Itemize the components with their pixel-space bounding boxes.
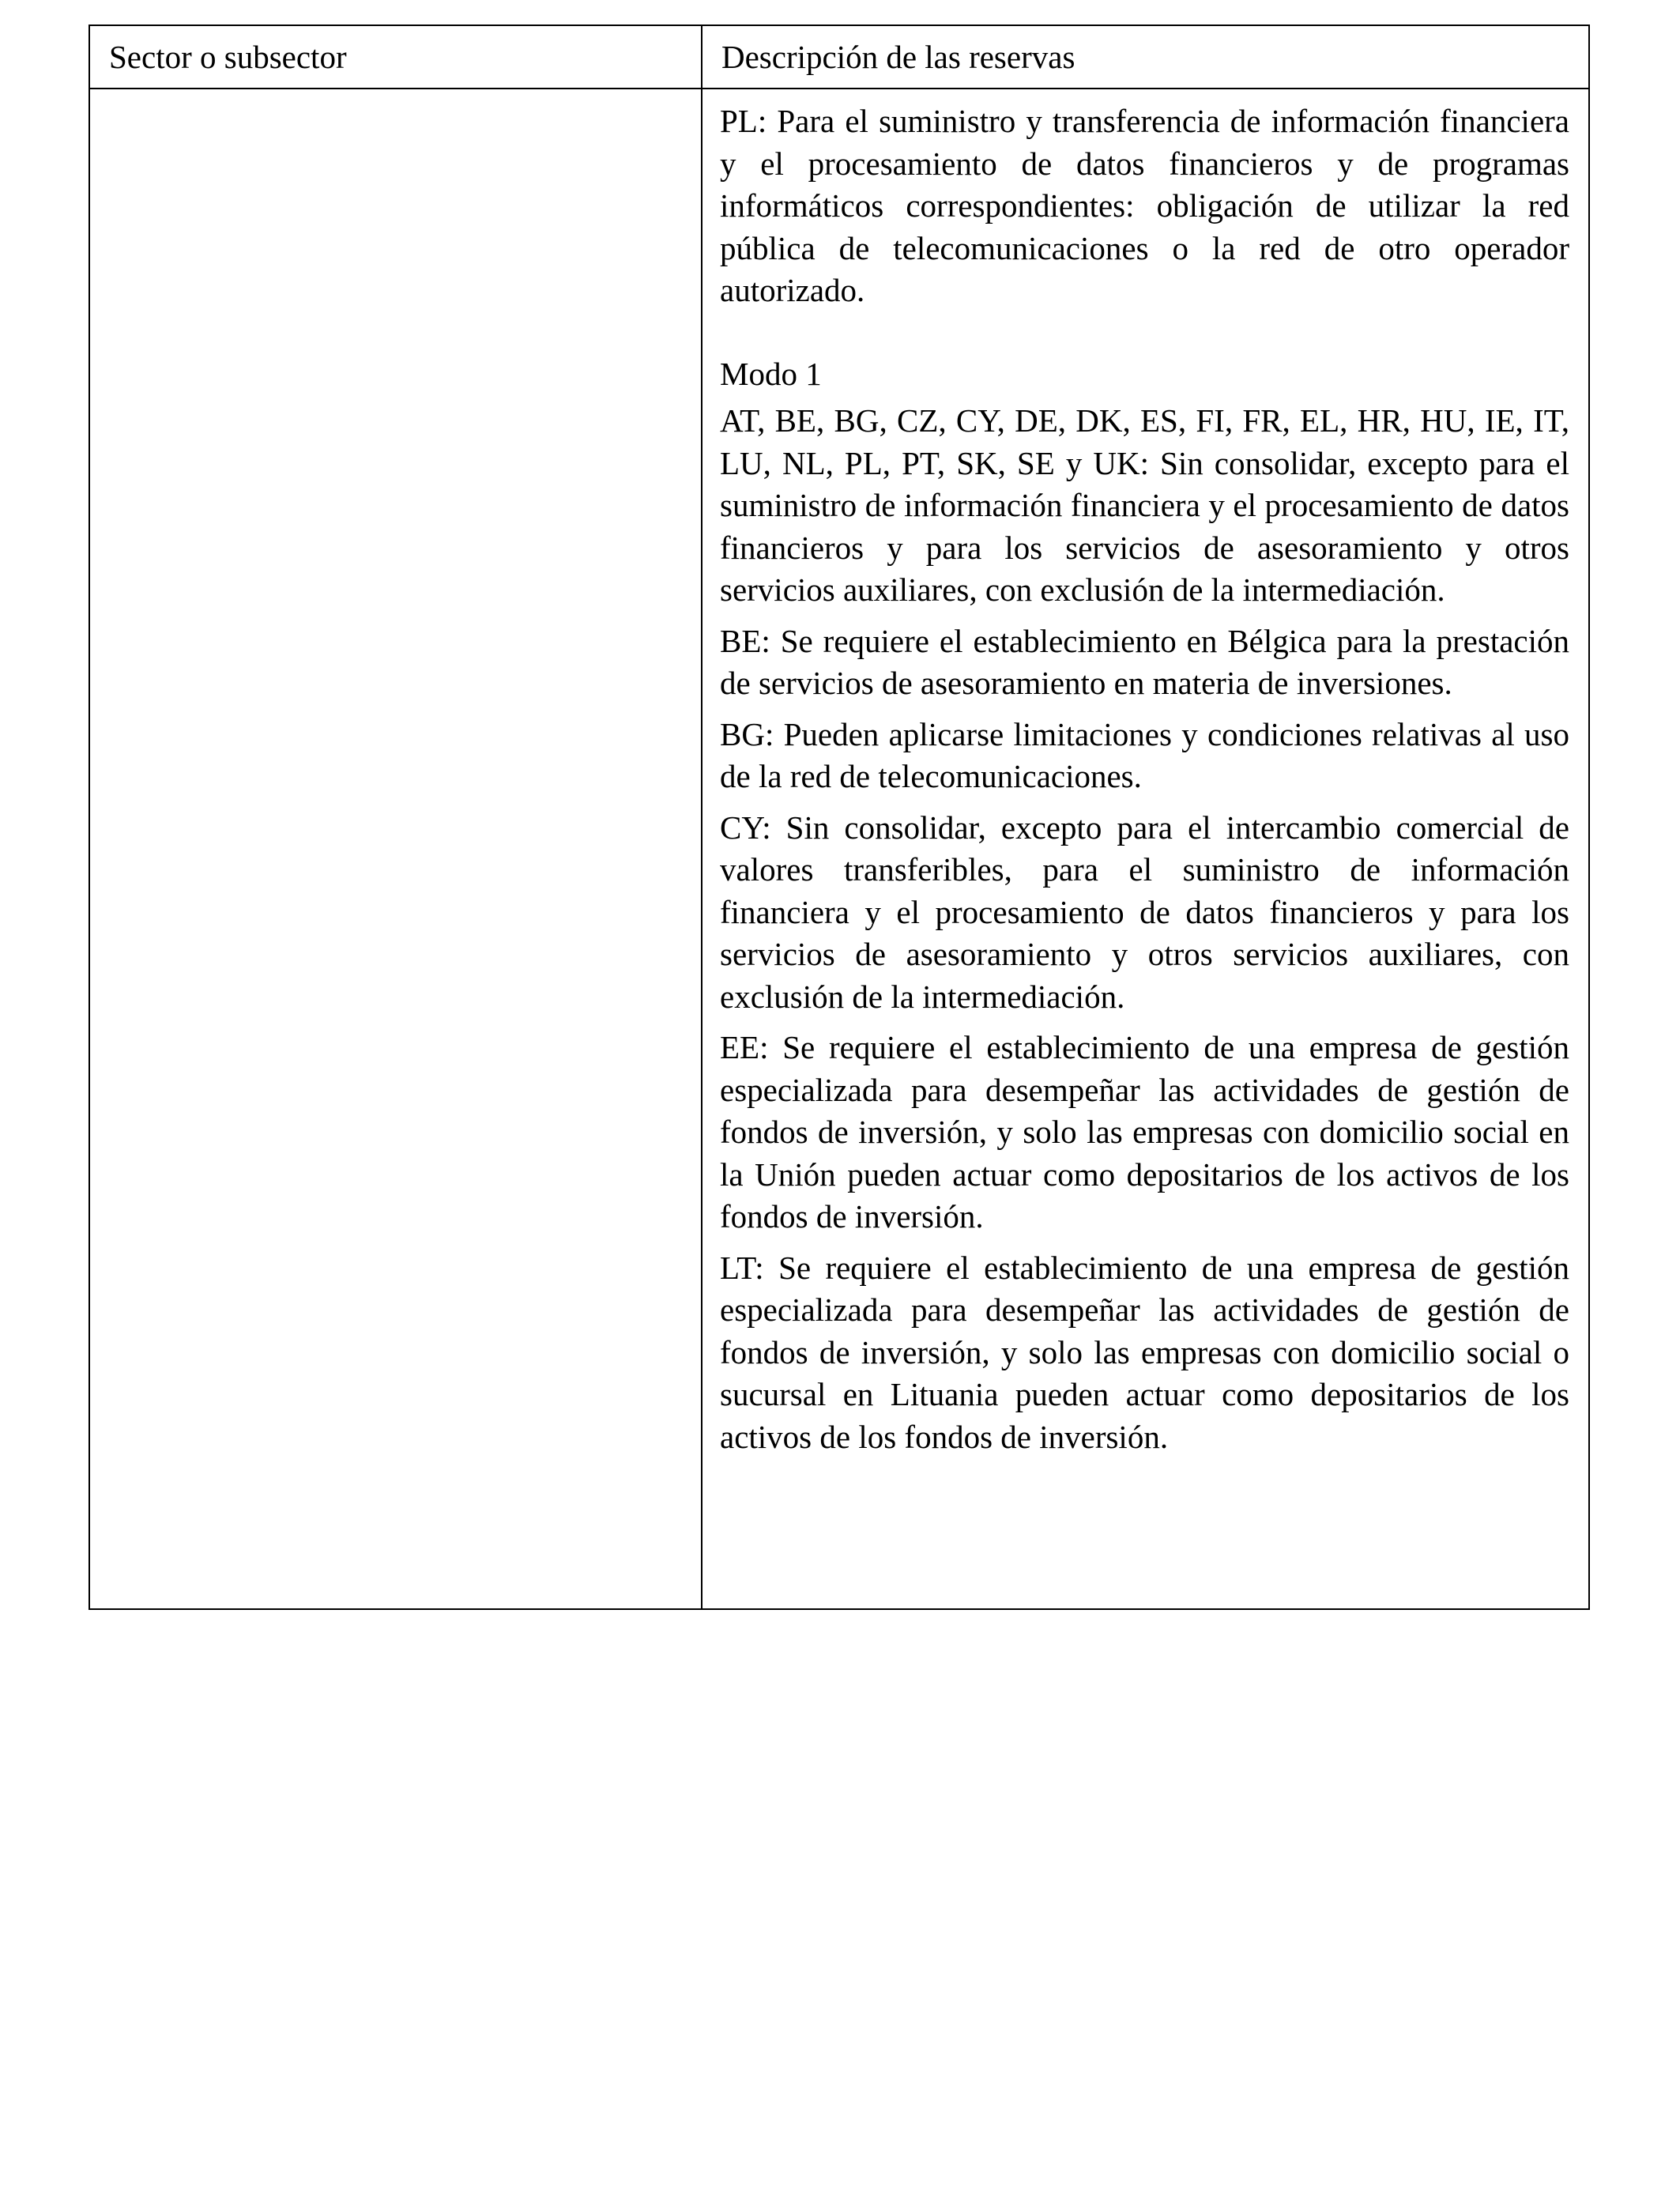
table-row xyxy=(89,89,1589,1609)
sector-cell xyxy=(89,89,702,1609)
paragraph-bg: BG: Pueden aplicarse limitaciones y condiciones relativas al uso de la red de telecomunicaciones. xyxy=(720,715,1569,794)
paragraph-lt: LT: Se requiere el establecimiento de una empresa de gestión especializada para desempeñar las actividades de gestión de fondos de inversión, y solo las empresas con domicilio social o sucursal en Lituania pueden actuar como depositarios de los activos de los fondos de inversión. xyxy=(720,1249,1569,1455)
paragraph-ee: EE: Se requiere el establecimiento de una empresa de gestión especializada para desempeñar las actividades de gestión de fondos de inversión, y solo las empresas con domicilio social en la Unión pueden actuar como depositarios de los activos de los fondos de inversión. xyxy=(720,1029,1569,1235)
paragraph-mode1-countries: AT, BE, BG, CZ, CY, DE, DK, ES, FI, FR, EL, HR, HU, IE, IT, LU, NL, PL, PT, SK, SE y UK: Sin consolidar, excepto para el suministro de información financiera y el procesamiento de datos financieros y para los servicios de asesoramiento y otros servicios auxiliares, con exclusión de la intermediación. xyxy=(720,402,1569,608)
paragraph-be: BE: Se requiere el establecimiento en Bélgica para la prestación de servicios de asesoramiento en materia de inversiones. xyxy=(720,622,1569,701)
description-cell xyxy=(702,89,1589,1609)
header-description: Descripción de las reservas xyxy=(702,25,1589,89)
reservations-table xyxy=(89,25,1590,1610)
paragraph-cy: CY: Sin consolidar, excepto para el intercambio comercial de valores transferibles, para el suministro de información financiera y el procesamiento de datos financieros y para los servicios de asesoramiento y otros servicios auxiliares, con exclusión de la intermediación. xyxy=(720,809,1569,1015)
table-header-row xyxy=(89,25,1589,89)
header-sector: Sector o subsector xyxy=(89,25,702,89)
mode-heading: Modo 1 xyxy=(720,355,822,392)
paragraph-pl: PL: Para el suministro y transferencia de información financiera y el procesamiento de datos financieros y de programas informáticos correspondientes: obligación de utilizar la red pública de telecomunicaciones o la red de otro operador autorizado. xyxy=(720,103,1569,308)
